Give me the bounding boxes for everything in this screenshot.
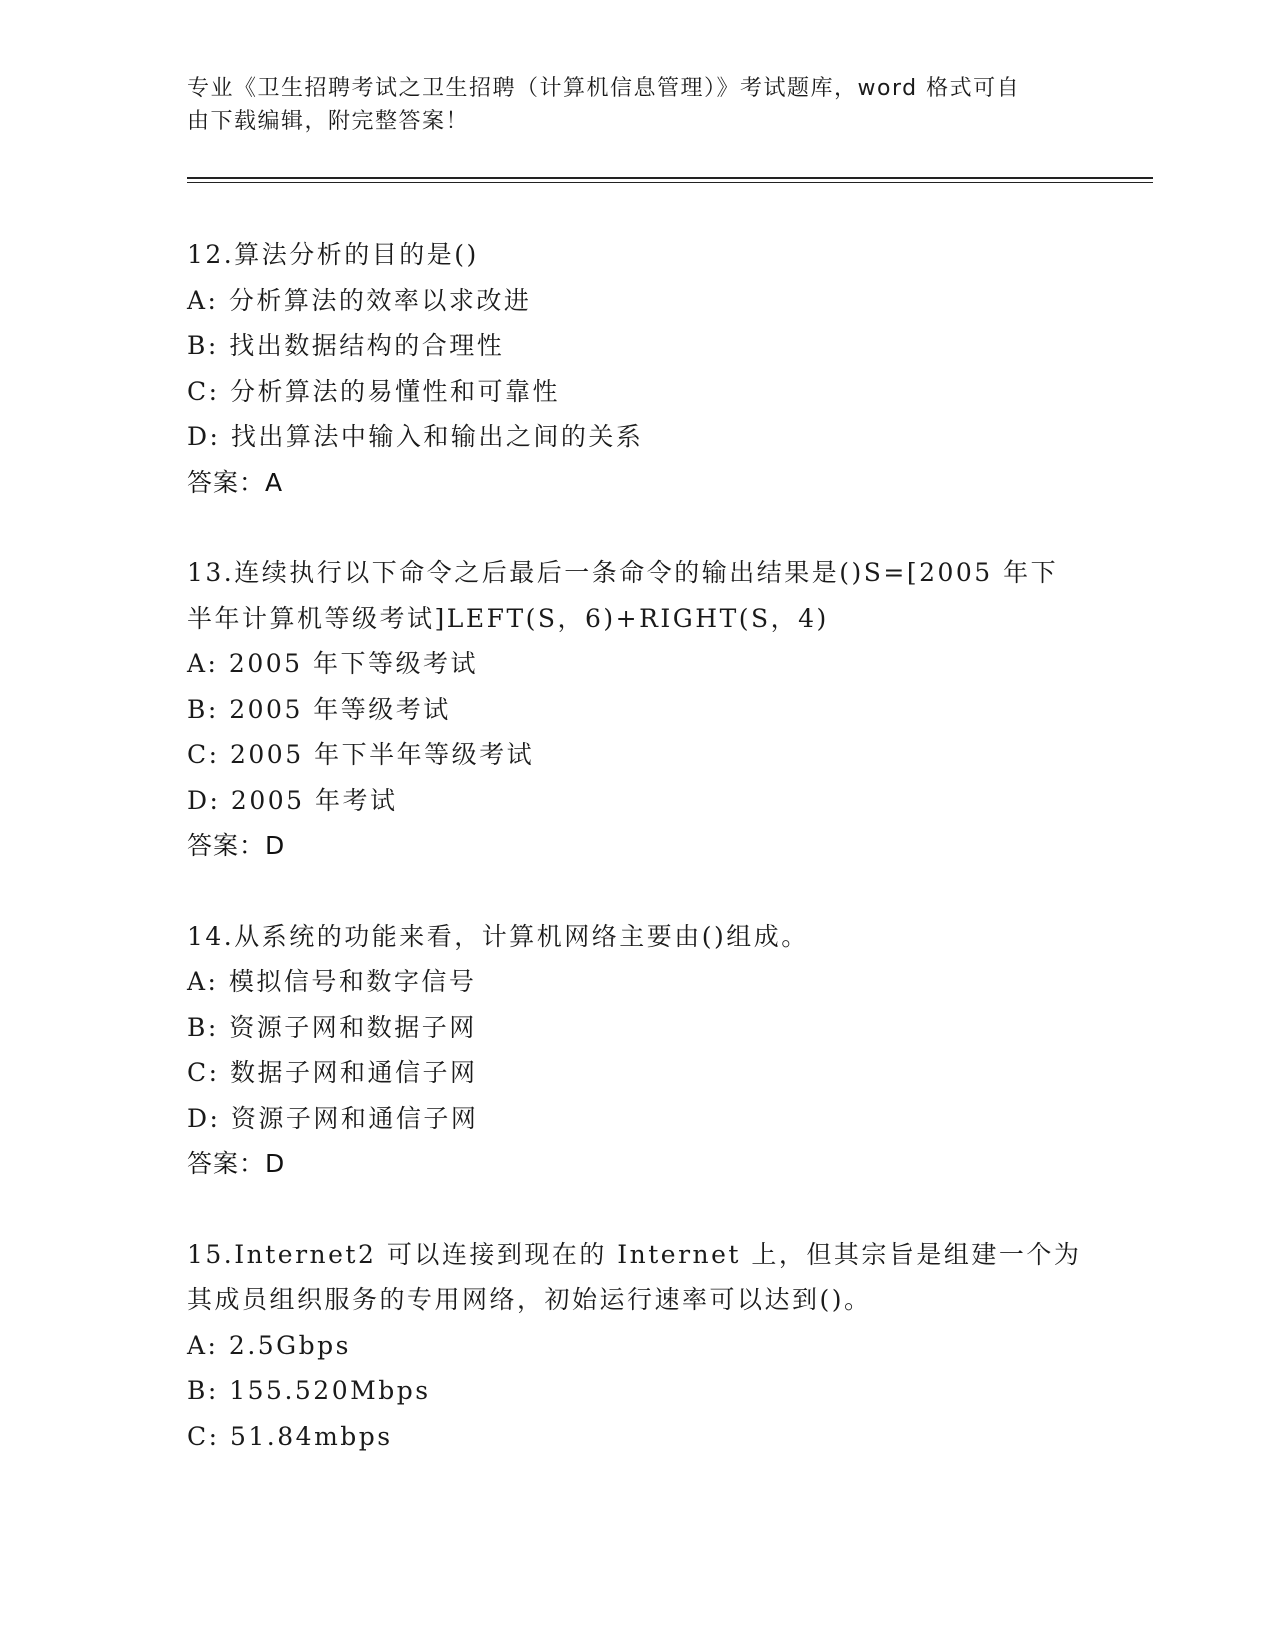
question-stem-line-1: 15.Internet2 可以连接到现在的 Internet 上，但其宗旨是组建一个为: [187, 1239, 1082, 1269]
question-stem-line-2: 其成员组织服务的专用网络，初始运行速率可以达到()。: [187, 1285, 872, 1314]
header-divider-thin: [187, 182, 1153, 183]
option-a: A: 2005 年下等级考试: [187, 649, 478, 678]
header-line-2: 由下载编辑，附完整答案！: [187, 109, 470, 134]
option-c: C: 数据子网和通信子网: [187, 1058, 478, 1087]
option-b: B: 资源子网和数据子网: [187, 1012, 477, 1042]
document-header: [187, 72, 1087, 138]
option-b: B: 找出数据结构的合理性: [187, 331, 505, 360]
question-15: [187, 1232, 1087, 1460]
question-list: [187, 232, 1087, 1504]
option-a: A: 模拟信号和数字信号: [187, 967, 477, 996]
header-divider-thick: [187, 177, 1153, 179]
answer-label: 答案：D: [187, 1149, 286, 1178]
header-line-1: 专业《卫生招聘考试之卫生招聘（计算机信息管理）》考试题库，word 格式可自: [187, 76, 1021, 101]
option-d: D: 2005 年考试: [187, 785, 398, 815]
question-stem: 12.算法分析的目的是(): [187, 240, 479, 269]
option-b: B: 2005 年等级考试: [187, 694, 451, 724]
question-14: [187, 914, 1087, 1187]
option-c: C: 2005 年下半年等级考试: [187, 740, 535, 769]
question-13: [187, 550, 1087, 869]
option-b: B: 155.520Mbps: [187, 1376, 431, 1405]
answer-label: 答案：A: [187, 467, 284, 497]
option-d: D: 资源子网和通信子网: [187, 1103, 479, 1133]
option-c: C: 51.84mbps: [187, 1421, 393, 1451]
option-a: A: 2.5Gbps: [187, 1330, 351, 1360]
option-a: A: 分析算法的效率以求改进: [187, 285, 532, 315]
question-stem-line-2: 半年计算机等级考试]LEFT(S，6)+RIGHT(S，4): [187, 603, 829, 633]
question-12: [187, 232, 1087, 505]
option-c: C: 分析算法的易懂性和可靠性: [187, 376, 560, 406]
question-stem: 14.从系统的功能来看，计算机网络主要由()组成。: [187, 921, 809, 951]
option-d: D: 找出算法中输入和输出之间的关系: [187, 422, 644, 451]
question-stem-line-1: 13.连续执行以下命令之后最后一条命令的输出结果是()S=[2005 年下: [187, 558, 1059, 587]
answer-label: 答案：D: [187, 831, 286, 860]
